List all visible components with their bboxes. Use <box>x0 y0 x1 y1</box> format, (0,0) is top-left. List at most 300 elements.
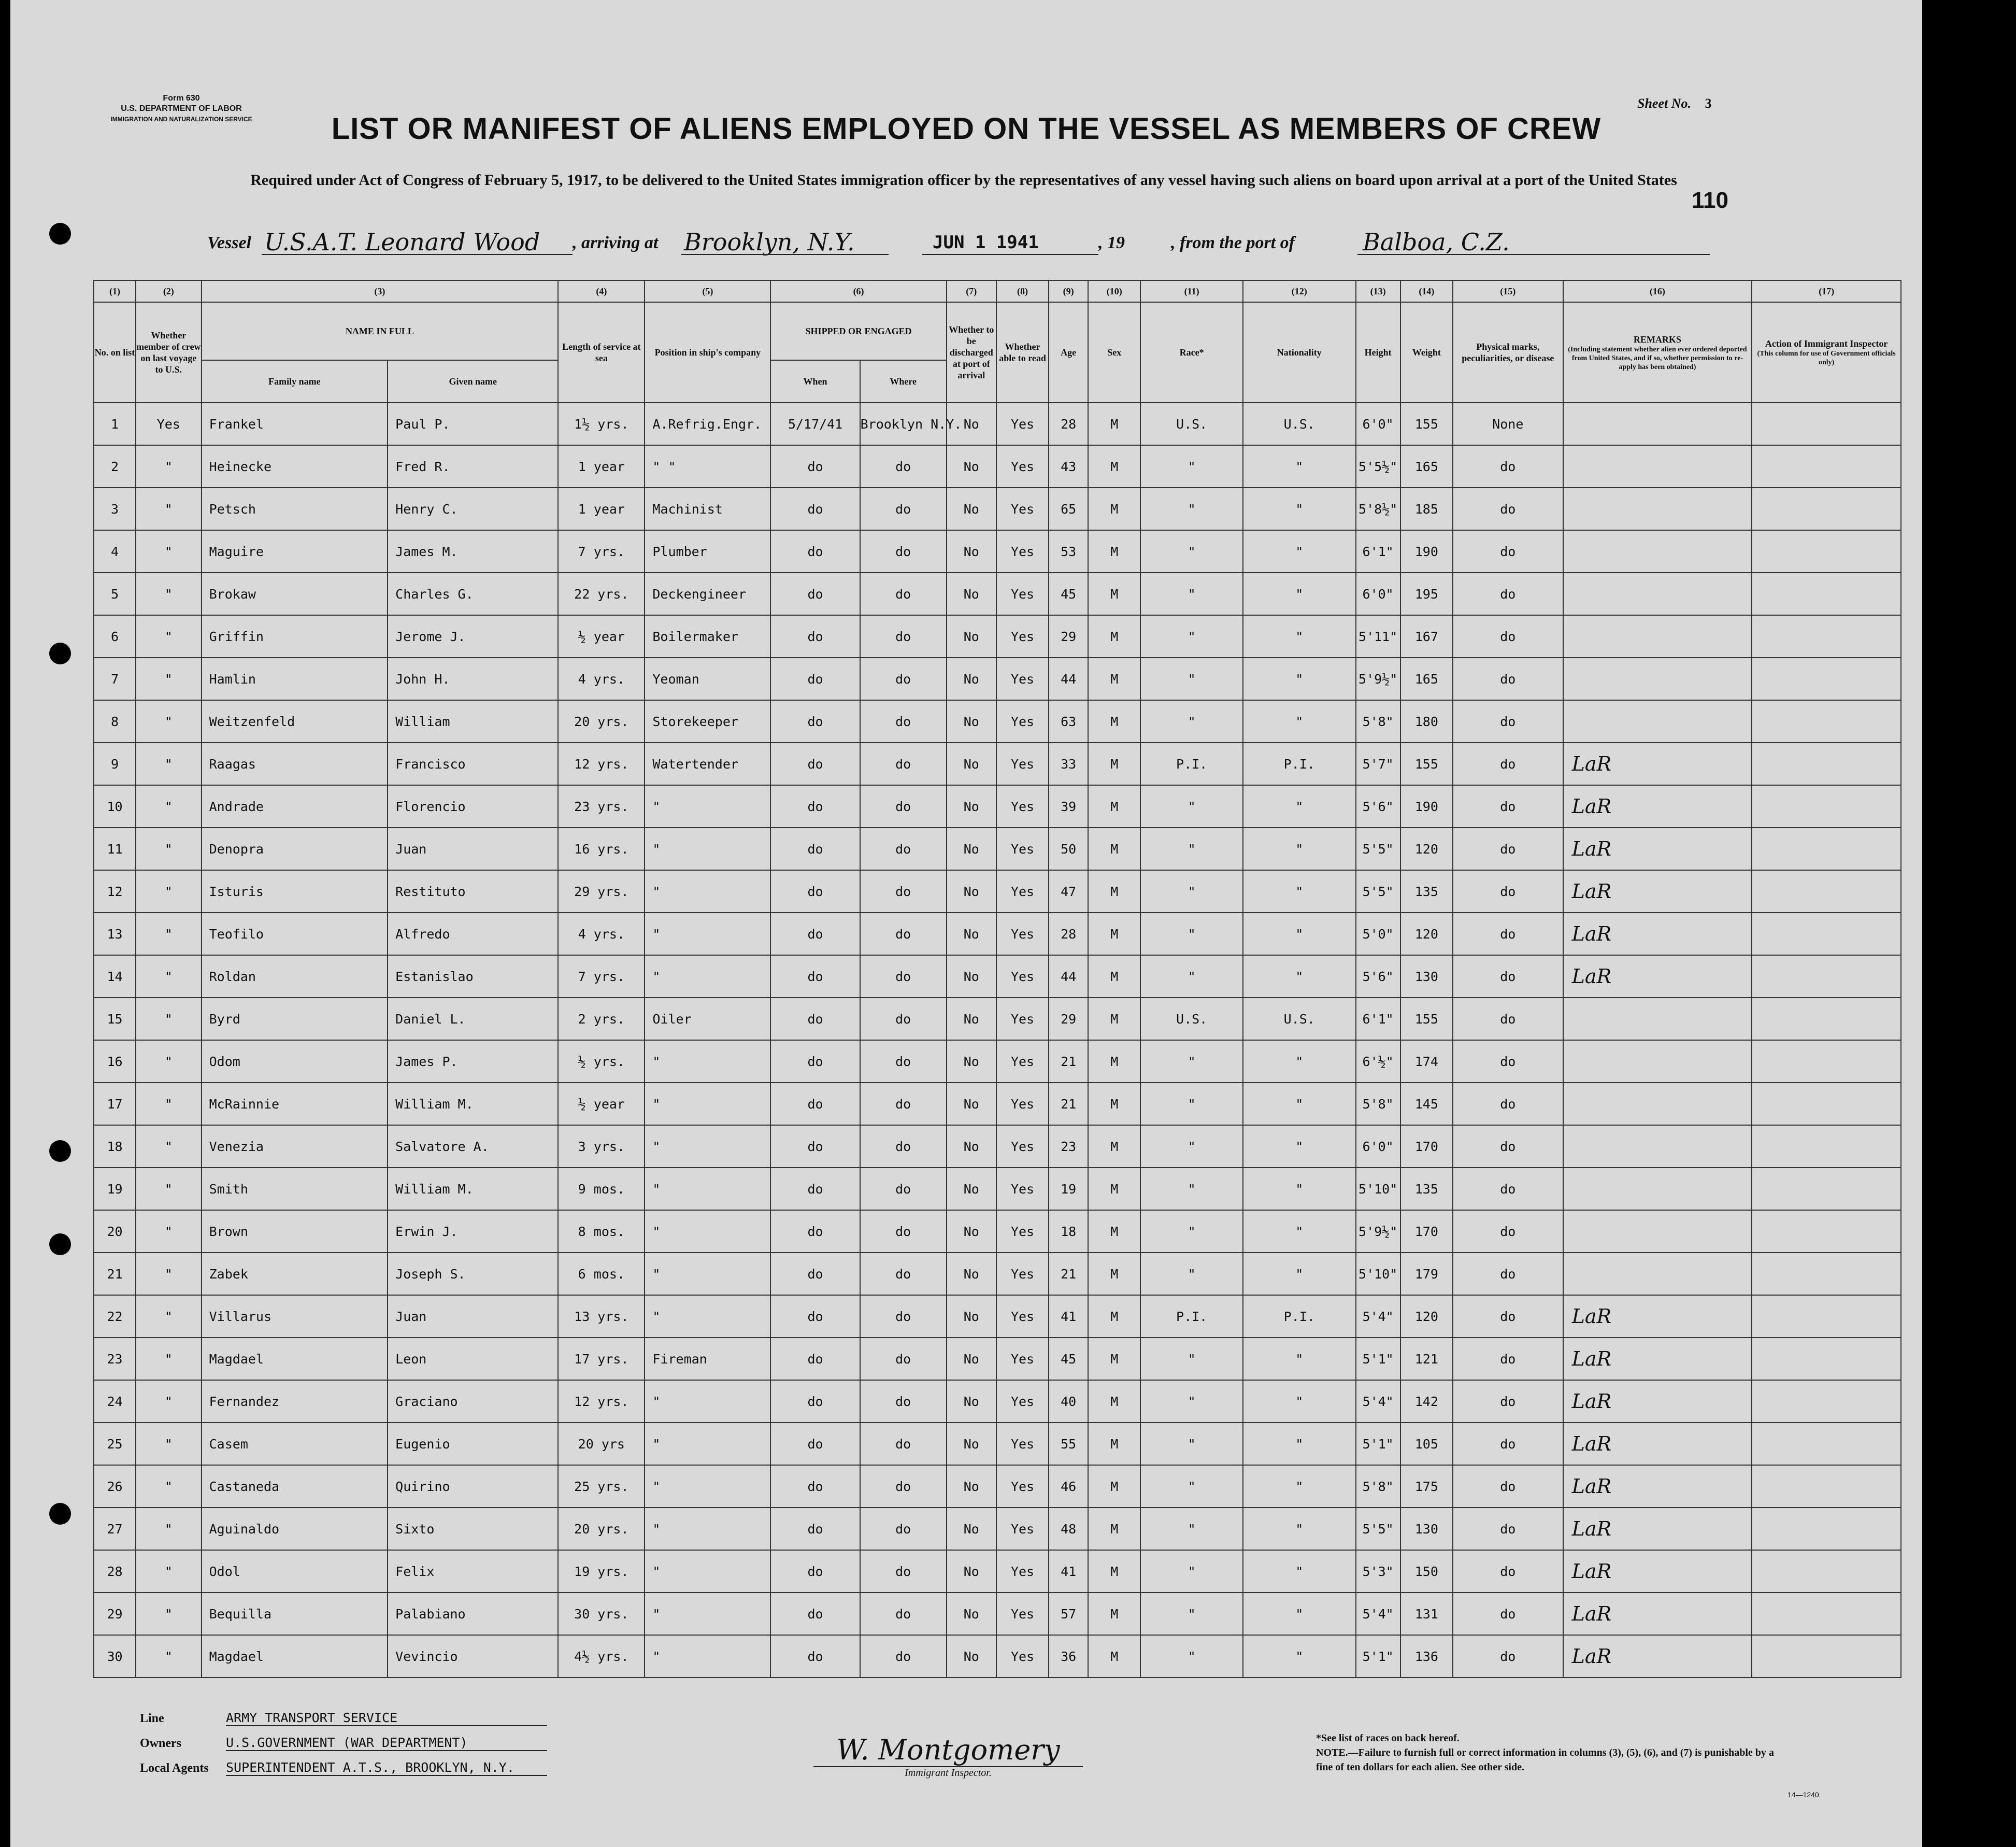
action-cell <box>1752 488 1901 530</box>
table-row <box>94 530 1901 573</box>
remarks-cell <box>1563 785 1752 828</box>
age-cell: 21 <box>1049 1253 1088 1295</box>
able-to-read-cell: Yes <box>996 1253 1049 1295</box>
age-cell: 28 <box>1049 913 1088 955</box>
family-name-cell: Denopra <box>202 828 388 870</box>
table-row <box>94 828 1901 870</box>
crew-last-voyage-cell: " <box>136 615 202 658</box>
row-number-cell: 6 <box>94 615 136 658</box>
shipped-where-cell: do <box>860 1253 947 1295</box>
position-cell: " <box>645 870 770 913</box>
table-row <box>94 1635 1901 1678</box>
discharged-cell: No <box>947 488 996 530</box>
departure-port-underline <box>1357 254 1710 255</box>
col-number: (15) <box>1453 280 1563 302</box>
punch-hole <box>49 1503 71 1525</box>
nationality-cell: " <box>1243 828 1356 870</box>
col-number: (13) <box>1356 280 1400 302</box>
position-cell: Fireman <box>645 1338 770 1380</box>
physical-marks-cell: do <box>1453 913 1563 955</box>
physical-marks-cell: do <box>1453 1083 1563 1125</box>
shipped-when-cell: do <box>770 530 860 573</box>
height-cell: 5'6" <box>1356 785 1400 828</box>
races-footnote: *See list of races on back hereof. <box>1316 1732 1460 1744</box>
inspector-initials: LaR <box>1571 837 1612 860</box>
inspector-initials: LaR <box>1571 1602 1612 1625</box>
table-row <box>94 1125 1901 1168</box>
able-to-read-cell: Yes <box>996 1168 1049 1210</box>
weight-cell: 120 <box>1400 913 1453 955</box>
able-to-read-cell: Yes <box>996 1083 1049 1125</box>
sex-cell: M <box>1088 1593 1140 1635</box>
nationality-cell: " <box>1243 530 1356 573</box>
physical-marks-cell: do <box>1453 1168 1563 1210</box>
able-to-read-cell: Yes <box>996 1040 1049 1083</box>
action-cell <box>1752 785 1901 828</box>
discharged-cell: No <box>947 870 996 913</box>
length-of-service-cell: 12 yrs. <box>558 743 645 785</box>
crew-last-voyage-cell: " <box>136 1635 202 1678</box>
weight-cell: 155 <box>1400 743 1453 785</box>
table-row <box>94 1040 1901 1083</box>
crew-last-voyage-cell: " <box>136 1465 202 1508</box>
row-number-cell: 19 <box>94 1168 136 1210</box>
sex-cell: M <box>1088 785 1140 828</box>
sex-cell: M <box>1088 1423 1140 1465</box>
able-to-read-cell: Yes <box>996 785 1049 828</box>
length-of-service-cell: 4 yrs. <box>558 913 645 955</box>
physical-marks-cell: do <box>1453 1635 1563 1678</box>
height-cell: 5'4" <box>1356 1295 1400 1338</box>
row-number-cell: 27 <box>94 1508 136 1550</box>
action-cell <box>1752 1040 1901 1083</box>
height-cell: 5'1" <box>1356 1338 1400 1380</box>
header-name-in-full: NAME IN FULL <box>202 302 559 360</box>
table-row <box>94 998 1901 1040</box>
sex-cell: M <box>1088 658 1140 700</box>
row-number-cell: 15 <box>94 998 136 1040</box>
age-cell: 55 <box>1049 1423 1088 1465</box>
sex-cell: M <box>1088 1253 1140 1295</box>
col-number: (5) <box>645 280 770 302</box>
vessel-name: U.S.A.T. Leonard Wood <box>264 228 540 256</box>
given-name-cell: Jerome J. <box>388 615 558 658</box>
physical-marks-cell: do <box>1453 615 1563 658</box>
family-name-cell: Zabek <box>202 1253 388 1295</box>
given-name-cell: James M. <box>388 530 558 573</box>
length-of-service-cell: 19 yrs. <box>558 1550 645 1593</box>
crew-last-voyage-cell: Yes <box>136 403 202 445</box>
header-age: Age <box>1049 302 1088 403</box>
height-cell: 5'5" <box>1356 828 1400 870</box>
remarks-cell <box>1563 1295 1752 1338</box>
nationality-cell: " <box>1243 1550 1356 1593</box>
nationality-cell: " <box>1243 1210 1356 1253</box>
remarks-cell <box>1563 1635 1752 1678</box>
nationality-cell: " <box>1243 573 1356 615</box>
physical-marks-cell: do <box>1453 1295 1563 1338</box>
race-cell: " <box>1140 445 1242 488</box>
crew-last-voyage-cell: " <box>136 658 202 700</box>
crew-last-voyage-cell: " <box>136 1593 202 1635</box>
footer-line <box>140 1710 547 1726</box>
shipped-where-cell: Brooklyn N.Y. <box>860 403 947 445</box>
length-of-service-cell: 4½ yrs. <box>558 1635 645 1678</box>
weight-cell: 131 <box>1400 1593 1453 1635</box>
position-cell: " " <box>645 445 770 488</box>
sex-cell: M <box>1088 955 1140 998</box>
length-of-service-cell: 1 year <box>558 488 645 530</box>
remarks-cell <box>1563 1380 1752 1423</box>
row-number-cell: 14 <box>94 955 136 998</box>
row-number-cell: 26 <box>94 1465 136 1508</box>
header-no-on-list: No. on list <box>94 302 136 403</box>
family-name-cell: McRainnie <box>202 1083 388 1125</box>
length-of-service-cell: 20 yrs. <box>558 1508 645 1550</box>
height-cell: 5'7" <box>1356 743 1400 785</box>
age-cell: 46 <box>1049 1465 1088 1508</box>
col-number: (1) <box>94 280 136 302</box>
race-cell: " <box>1140 1508 1242 1550</box>
physical-marks-cell: do <box>1453 445 1563 488</box>
owners-label: Owners <box>140 1737 181 1750</box>
length-of-service-cell: 9 mos. <box>558 1168 645 1210</box>
discharged-cell: No <box>947 1040 996 1083</box>
remarks-cell <box>1563 615 1752 658</box>
col-number: (12) <box>1243 280 1356 302</box>
height-cell: 5'4" <box>1356 1380 1400 1423</box>
given-name-cell: Henry C. <box>388 488 558 530</box>
race-cell: " <box>1140 1168 1242 1210</box>
sex-cell: M <box>1088 828 1140 870</box>
family-name-cell: Frankel <box>202 403 388 445</box>
family-name-cell: Griffin <box>202 615 388 658</box>
sex-cell: M <box>1088 1465 1140 1508</box>
able-to-read-cell: Yes <box>996 1423 1049 1465</box>
length-of-service-cell: 12 yrs. <box>558 1380 645 1423</box>
weight-cell: 185 <box>1400 488 1453 530</box>
action-cell <box>1752 658 1901 700</box>
page-number: 110 <box>1692 188 1728 213</box>
shipped-when-cell: do <box>770 743 860 785</box>
height-cell: 5'10" <box>1356 1168 1400 1210</box>
discharged-cell: No <box>947 955 996 998</box>
given-name-cell: Leon <box>388 1338 558 1380</box>
crew-last-voyage-cell: " <box>136 1380 202 1423</box>
sex-cell: M <box>1088 870 1140 913</box>
discharged-cell: No <box>947 1508 996 1550</box>
crew-last-voyage-cell: " <box>136 955 202 998</box>
position-cell: A.Refrig.Engr. <box>645 403 770 445</box>
height-cell: 5'8" <box>1356 1465 1400 1508</box>
action-cell <box>1752 403 1901 445</box>
physical-marks-cell: do <box>1453 1125 1563 1168</box>
date-underline <box>922 254 1098 255</box>
nationality-cell: " <box>1243 785 1356 828</box>
weight-cell: 175 <box>1400 1465 1453 1508</box>
length-of-service-cell: 1 year <box>558 445 645 488</box>
age-cell: 63 <box>1049 700 1088 743</box>
given-name-cell: Fred R. <box>388 445 558 488</box>
age-cell: 45 <box>1049 1338 1088 1380</box>
sex-cell: M <box>1088 1380 1140 1423</box>
family-name-cell: Teofilo <box>202 913 388 955</box>
position-cell: " <box>645 828 770 870</box>
weight-cell: 170 <box>1400 1125 1453 1168</box>
position-cell: " <box>645 1210 770 1253</box>
col-number: (9) <box>1049 280 1088 302</box>
shipped-where-cell: do <box>860 1465 947 1508</box>
shipped-when-cell: do <box>770 1380 860 1423</box>
nationality-cell: " <box>1243 1508 1356 1550</box>
service-name: IMMIGRATION AND NATURALIZATION SERVICE <box>110 116 252 123</box>
family-name-cell: Villarus <box>202 1295 388 1338</box>
shipped-where-cell: do <box>860 955 947 998</box>
shipped-where-cell: do <box>860 445 947 488</box>
height-cell: 5'0" <box>1356 913 1400 955</box>
inspector-initials: LaR <box>1571 1517 1612 1540</box>
race-cell: " <box>1140 1125 1242 1168</box>
age-cell: 44 <box>1049 658 1088 700</box>
inspector-initials: LaR <box>1571 1305 1612 1328</box>
shipped-when-cell: do <box>770 1550 860 1593</box>
given-name-cell: Eugenio <box>388 1423 558 1465</box>
age-cell: 21 <box>1049 1040 1088 1083</box>
shipped-where-cell: do <box>860 828 947 870</box>
print-code: 14—1240 <box>1788 1791 1819 1799</box>
shipped-when-cell: do <box>770 955 860 998</box>
shipped-when-cell: do <box>770 700 860 743</box>
footnotes <box>1316 1731 1782 1774</box>
shipped-where-cell: do <box>860 530 947 573</box>
crew-last-voyage-cell: " <box>136 1083 202 1125</box>
able-to-read-cell: Yes <box>996 1550 1049 1593</box>
crew-last-voyage-cell: " <box>136 1295 202 1338</box>
able-to-read-cell: Yes <box>996 403 1049 445</box>
table-row <box>94 403 1901 445</box>
action-cell <box>1752 998 1901 1040</box>
shipped-where-cell: do <box>860 913 947 955</box>
age-cell: 21 <box>1049 1083 1088 1125</box>
height-cell: 5'4" <box>1356 1593 1400 1635</box>
given-name-cell: William M. <box>388 1168 558 1210</box>
family-name-cell: Magdael <box>202 1635 388 1678</box>
shipped-where-cell: do <box>860 1635 947 1678</box>
table-row <box>94 743 1901 785</box>
sex-cell: M <box>1088 573 1140 615</box>
shipped-where-cell: do <box>860 785 947 828</box>
row-number-cell: 28 <box>94 1550 136 1593</box>
discharged-cell: No <box>947 658 996 700</box>
able-to-read-cell: Yes <box>996 700 1049 743</box>
given-name-cell: Charles G. <box>388 573 558 615</box>
age-cell: 36 <box>1049 1635 1088 1678</box>
nationality-cell: " <box>1243 1168 1356 1210</box>
shipped-where-cell: do <box>860 573 947 615</box>
given-name-cell: Sixto <box>388 1508 558 1550</box>
physical-marks-cell: do <box>1453 955 1563 998</box>
sex-cell: M <box>1088 998 1140 1040</box>
crew-last-voyage-cell: " <box>136 488 202 530</box>
inspector-initials: LaR <box>1571 922 1612 945</box>
remarks-cell <box>1563 1423 1752 1465</box>
given-name-cell: Alfredo <box>388 913 558 955</box>
col-number: (8) <box>996 280 1049 302</box>
family-name-cell: Odol <box>202 1550 388 1593</box>
shipped-where-cell: do <box>860 1040 947 1083</box>
position-cell: " <box>645 1465 770 1508</box>
action-title: Action of Immigrant Inspector <box>1765 338 1888 349</box>
nationality-cell: " <box>1243 615 1356 658</box>
race-cell: U.S. <box>1140 403 1242 445</box>
action-cell <box>1752 913 1901 955</box>
remarks-cell <box>1563 1465 1752 1508</box>
race-cell: " <box>1140 1083 1242 1125</box>
nationality-cell: " <box>1243 445 1356 488</box>
physical-marks-cell: do <box>1453 828 1563 870</box>
height-cell: 5'1" <box>1356 1423 1400 1465</box>
col-number: (10) <box>1088 280 1140 302</box>
position-cell: " <box>645 1125 770 1168</box>
age-cell: 41 <box>1049 1295 1088 1338</box>
footer-owners <box>140 1735 547 1751</box>
weight-cell: 179 <box>1400 1253 1453 1295</box>
physical-marks-cell: do <box>1453 785 1563 828</box>
family-name-cell: Roldan <box>202 955 388 998</box>
nationality-cell: " <box>1243 700 1356 743</box>
crew-last-voyage-cell: " <box>136 1550 202 1593</box>
able-to-read-cell: Yes <box>996 530 1049 573</box>
shipped-when-cell: do <box>770 1295 860 1338</box>
sex-cell: M <box>1088 1635 1140 1678</box>
shipped-when-cell: do <box>770 1210 860 1253</box>
header-where: Where <box>860 360 947 403</box>
weight-cell: 165 <box>1400 658 1453 700</box>
row-number-cell: 8 <box>94 700 136 743</box>
row-number-cell: 1 <box>94 403 136 445</box>
from-label: , from the port of <box>1171 233 1295 252</box>
inspector-initials: LaR <box>1571 880 1612 903</box>
shipped-where-cell: do <box>860 658 947 700</box>
given-name-cell: Graciano <box>388 1380 558 1423</box>
action-cell <box>1752 445 1901 488</box>
shipped-when-cell: do <box>770 828 860 870</box>
nationality-cell: " <box>1243 1635 1356 1678</box>
row-number-cell: 2 <box>94 445 136 488</box>
arrival-port: Brooklyn, N.Y. <box>684 228 855 256</box>
shipped-where-cell: do <box>860 1508 947 1550</box>
vessel-line <box>207 228 1762 259</box>
action-cell <box>1752 573 1901 615</box>
nationality-cell: " <box>1243 1380 1356 1423</box>
col-number: (14) <box>1400 280 1453 302</box>
position-cell: " <box>645 1083 770 1125</box>
given-name-cell: James P. <box>388 1040 558 1083</box>
sex-cell: M <box>1088 1210 1140 1253</box>
remarks-cell <box>1563 1040 1752 1083</box>
physical-marks-cell: do <box>1453 998 1563 1040</box>
inspector-initials: LaR <box>1571 795 1612 818</box>
punch-hole <box>49 643 71 664</box>
length-of-service-cell: 30 yrs. <box>558 1593 645 1635</box>
col-number: (3) <box>202 280 559 302</box>
sex-cell: M <box>1088 700 1140 743</box>
remarks-cell <box>1563 1253 1752 1295</box>
header-remarks <box>1563 302 1752 403</box>
family-name-cell: Brown <box>202 1210 388 1253</box>
shipped-where-cell: do <box>860 1423 947 1465</box>
shipped-when-cell: do <box>770 1593 860 1635</box>
discharged-cell: No <box>947 700 996 743</box>
length-of-service-cell: 8 mos. <box>558 1210 645 1253</box>
shipped-where-cell: do <box>860 1593 947 1635</box>
length-of-service-cell: ½ yrs. <box>558 1040 645 1083</box>
sex-cell: M <box>1088 913 1140 955</box>
row-number-cell: 9 <box>94 743 136 785</box>
nationality-cell: " <box>1243 1253 1356 1295</box>
weight-cell: 130 <box>1400 955 1453 998</box>
length-of-service-cell: 16 yrs. <box>558 828 645 870</box>
weight-cell: 165 <box>1400 445 1453 488</box>
action-cell <box>1752 1508 1901 1550</box>
family-name-cell: Casem <box>202 1423 388 1465</box>
col-number: (4) <box>558 280 645 302</box>
position-cell: " <box>645 1380 770 1423</box>
shipped-where-cell: do <box>860 1083 947 1125</box>
shipped-when-cell: do <box>770 913 860 955</box>
position-cell: " <box>645 1508 770 1550</box>
able-to-read-cell: Yes <box>996 913 1049 955</box>
given-name-cell: Estanislao <box>388 955 558 998</box>
agents-value: SUPERINTENDENT A.T.S., BROOKLYN, N.Y. <box>226 1760 547 1776</box>
physical-marks-cell: do <box>1453 1550 1563 1593</box>
row-number-cell: 11 <box>94 828 136 870</box>
sheet-number-value: 3 <box>1705 96 1712 111</box>
remarks-cell <box>1563 913 1752 955</box>
table-row <box>94 1168 1901 1210</box>
vessel-label: Vessel <box>207 233 251 252</box>
race-cell: " <box>1140 1550 1242 1593</box>
able-to-read-cell: Yes <box>996 870 1049 913</box>
given-name-cell: Restituto <box>388 870 558 913</box>
race-cell: " <box>1140 1338 1242 1380</box>
able-to-read-cell: Yes <box>996 1635 1049 1678</box>
row-number-cell: 25 <box>94 1423 136 1465</box>
height-cell: 6'0" <box>1356 1125 1400 1168</box>
remarks-cell <box>1563 488 1752 530</box>
discharged-cell: No <box>947 1083 996 1125</box>
remarks-cell <box>1563 700 1752 743</box>
table-row <box>94 1295 1901 1338</box>
race-cell: " <box>1140 870 1242 913</box>
able-to-read-cell: Yes <box>996 445 1049 488</box>
column-number-row <box>94 280 1901 302</box>
discharged-cell: No <box>947 1168 996 1210</box>
action-cell <box>1752 870 1901 913</box>
able-to-read-cell: Yes <box>996 1338 1049 1380</box>
row-number-cell: 16 <box>94 1040 136 1083</box>
col-number: (7) <box>947 280 996 302</box>
table-row <box>94 573 1901 615</box>
arrival-date-stamp: JUN 1 1941 <box>933 232 1039 253</box>
weight-cell: 180 <box>1400 700 1453 743</box>
discharged-cell: No <box>947 743 996 785</box>
shipped-where-cell: do <box>860 743 947 785</box>
nationality-cell: " <box>1243 955 1356 998</box>
nationality-cell: U.S. <box>1243 998 1356 1040</box>
year-label: , 19 <box>1098 233 1125 252</box>
length-of-service-cell: 1½ yrs. <box>558 403 645 445</box>
